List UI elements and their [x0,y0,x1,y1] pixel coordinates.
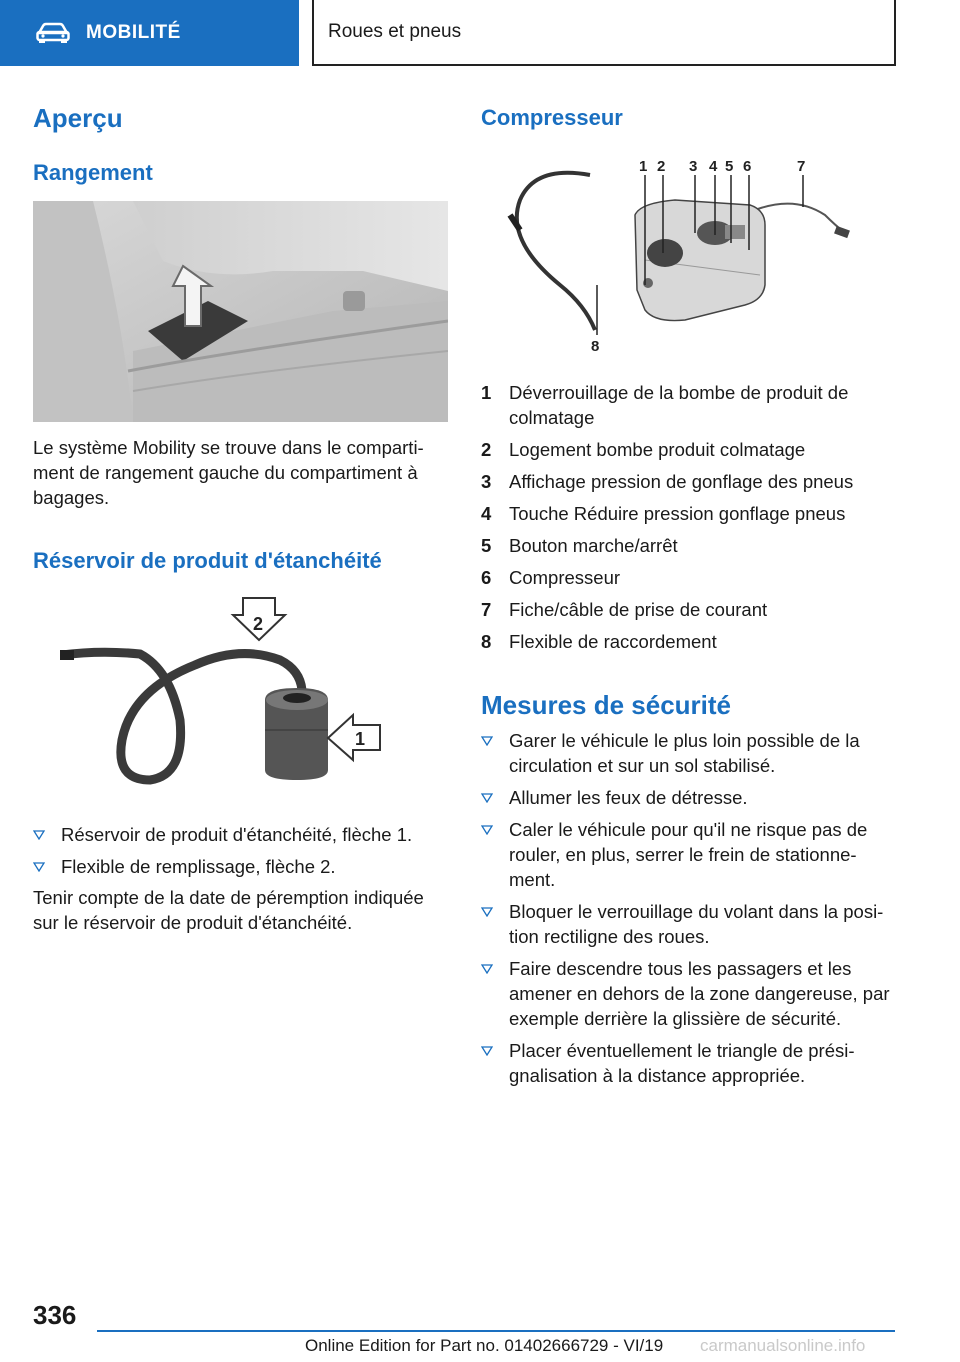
list-item: Bloquer le verrouillage du volant dans la posi‐tion rectiligne des roues. [481,899,901,949]
edition-text: Online Edition for Part no. 01402666729 - VI/19 [305,1336,664,1355]
rangement-text: Le système Mobility se trouve dans le comparti‐ment de rangement gauche du compartiment à bagages. [33,437,424,508]
heading-apercu: Aperçu [33,103,123,133]
triangle-bullet-icon [481,907,493,917]
page-number: 336 [33,1300,77,1330]
fig-label-2: 2 [657,158,666,175]
chapter-title: Roues et pneus [312,0,896,66]
list-item: Réservoir de produit d'étanchéité, flèche 1. [33,822,448,847]
list-item: 2 Logement bombe produit colmatage [481,439,806,460]
watermark: carmanualsonline.info [700,1336,866,1355]
list-item: Garer le véhicule le plus loin possible de la circulation et sur un sol stabilisé. [481,728,901,778]
triangle-bullet-icon [481,793,493,803]
fig-label-7: 7 [797,158,806,175]
securite-bullet-list [481,728,901,1095]
triangle-bullet-icon [481,736,493,746]
fig-label-8: 8 [591,338,600,355]
list-item: 7 Fiche/câble de prise de courant [481,599,768,620]
list-item: Placer éventuellement le triangle de prési‐gnalisation à la distance appropriée. [481,1038,901,1088]
triangle-bullet-icon [33,830,45,840]
footer-divider [97,1330,895,1332]
list-item: 4 Touche Réduire pression gonflage pneus [481,503,846,524]
car-icon [36,22,70,44]
triangle-bullet-icon [481,825,493,835]
storage-photo [33,201,448,422]
list-item: 3 Affichage pression de gonflage des pneus [481,471,854,492]
list-item: 6 Compresseur [481,567,621,588]
reservoir-note: Tenir compte de la date de péremption indiquée sur le réservoir de produit d'étanchéité. [33,887,424,933]
list-item: 5 Bouton marche/arrêt [481,535,678,556]
triangle-bullet-icon [481,964,493,974]
page-header [0,0,960,66]
section-tab [0,0,299,66]
fig-label-4: 4 [709,158,718,175]
fig-label-6: 6 [743,158,752,175]
fig-label-2: 2 [253,614,264,634]
list-item: 1 Déverrouillage de la bombe de produit de colmatage [481,382,849,428]
heading-compresseur: Compresseur [481,105,623,130]
list-item: Allumer les feux de détresse. [481,785,901,810]
heading-securite: Mesures de sécurité [481,690,732,720]
triangle-bullet-icon [33,862,45,872]
triangle-bullet-icon [481,1046,493,1056]
heading-reservoir: Réservoir de produit d'étanchéité [33,548,382,573]
list-item: Flexible de remplissage, flèche 2. [33,854,448,879]
fig-label-3: 3 [689,158,698,175]
section-label: MOBILITÉ [86,22,181,43]
list-item: Caler le véhicule pour qu'il ne risque pas de rouler, en plus, serrer le frein de stationne‐ment. [481,817,901,892]
fig-label-1: 1 [355,729,366,749]
compressor-figure [505,155,855,360]
reservoir-bullet-list [33,822,448,886]
reservoir-figure [60,590,390,800]
compressor-legend-list [481,380,901,661]
list-item: 8 Flexible de raccordement [481,631,717,652]
fig-label-5: 5 [725,158,734,175]
fig-label-1: 1 [639,158,648,175]
list-item: Faire descendre tous les passagers et les amener en dehors de la zone dangereuse, par exemple derrière la glissière de sécurité. [481,956,901,1031]
heading-rangement: Rangement [33,160,153,185]
